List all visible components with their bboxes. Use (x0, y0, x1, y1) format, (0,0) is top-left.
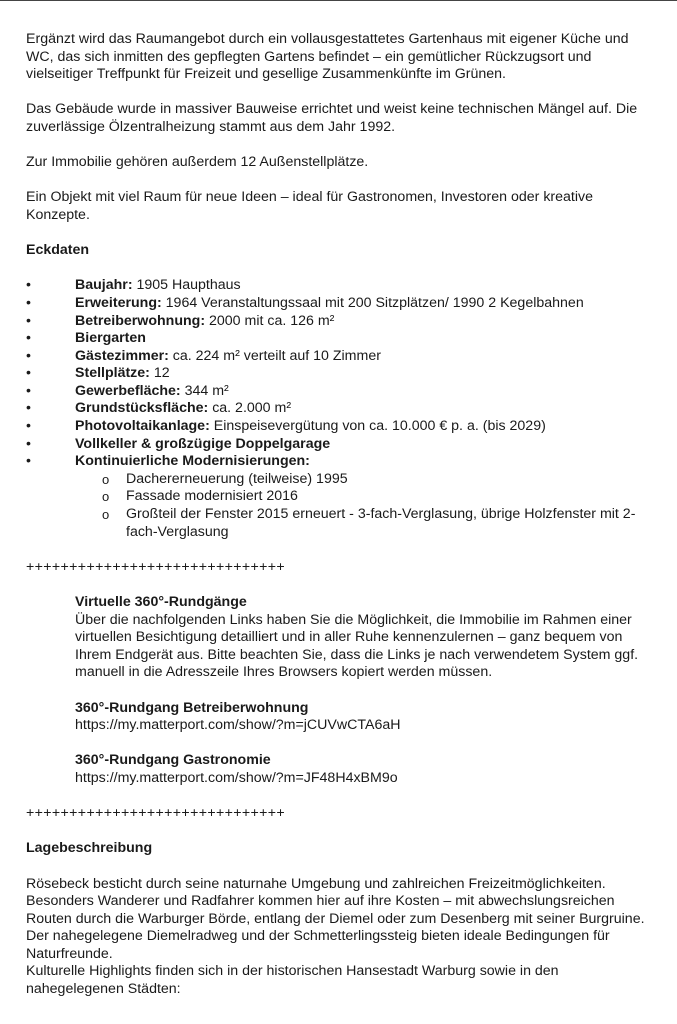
eckdaten-item (26, 400, 646, 418)
item-label: Biergarten (75, 330, 146, 347)
item-label: Vollkeller & großzügige Doppelgarage (75, 435, 331, 452)
item-value: 1964 Veranstaltungssaal mit 200 Sitzplätzen/ 1990 2 Kegelbahnen (161, 294, 584, 311)
eckdaten-item (26, 313, 646, 331)
lage-paragraph-2: Kulturelle Highlights finden sich in der historischen Hansestadt Warburg sowie in den nahegelegenen Städten: (26, 963, 559, 998)
eckdaten-item (26, 418, 646, 436)
item-label: Kontinuierliche Modernisierungen: (75, 453, 310, 470)
item-value: ca. 224 m² verteilt auf 10 Zimmer (168, 347, 381, 364)
eckdaten-item (26, 383, 646, 401)
rundgaenge-heading: Virtuelle 360°-Rundgänge (75, 594, 247, 610)
eckdaten-item (26, 330, 646, 348)
intro-paragraph-3: Zur Immobilie gehören außerdem 12 Außenstellplätze. (26, 154, 369, 171)
eckdaten-item (26, 436, 646, 454)
item-value: Einspeisevergütung von ca. 10.000 € p. a. (bis 2029) (209, 418, 546, 435)
document-body (26, 31, 646, 999)
intro-paragraph-1: Ergänzt wird das Raumangebot durch ein vollausgestattetes Gartenhaus mit eigener Küche und WC, das sich inmitten des gepflegten Gartens befindet – ein gemütlicher Rückzugsort und vielseitiger Treffpunkt für Freizeit und gesellige Zusammenkünfte im Grünen. (26, 31, 629, 83)
item-label: Grundstücksfläche: (75, 400, 209, 417)
lage-paragraph-1: Rösebeck besticht durch seine naturnahe Umgebung und zahlreichen Freizeitmöglichkeiten. Besonders Wanderer und Radfahrer kommen hier auf ihre Kosten – mit abwechslungsreichen Routen durch die Warburger Börde, entlang der Diemel oder zum Desenberg mit seiner Burgruine. Der nahegelegene Diemelradweg und der Schmetterlingssteig bieten ideale Bedingungen für Naturfreunde. (26, 875, 645, 962)
modernisierung-item: o Dachererneuerung (teilweise) 1995 (75, 471, 646, 489)
eckdaten-item (26, 295, 646, 313)
item-label: Photovoltaikanlage: (75, 418, 210, 435)
eckdaten-heading: Eckdaten (26, 242, 90, 259)
eckdaten-item (26, 277, 646, 295)
modernisierung-list (75, 471, 646, 541)
item-label: Gewerbefläche: (75, 382, 181, 399)
lage-heading: Lagebeschreibung (26, 840, 153, 857)
modernisierung-item: o Großteil der Fenster 2015 erneuert - 3-fach-Verglasung, übrige Holzfenster mit 2-fach-Verglasung (75, 506, 646, 541)
tour-1-link[interactable]: https://my.matterport.com/show/?m=jCUVwCTA6aH (75, 717, 401, 734)
item-label: Erweiterung: (75, 294, 162, 311)
item-label: Betreiberwohnung: (75, 312, 206, 329)
item-value: 344 m² (180, 382, 229, 399)
modernisierung-item: o Fassade modernisiert 2016 (75, 488, 646, 506)
item-value: 1905 Haupthaus (132, 277, 241, 294)
separator-line: ++++++++++++++++++++++++++++++ (26, 805, 286, 822)
intro-paragraph-2: Das Gebäude wurde in massiver Bauweise errichtet und weist keine technischen Mängel auf. Die zuverlässige Ölzentralheizung stammt aus dem Jahr 1992. (26, 101, 638, 135)
eckdaten-list (26, 277, 646, 541)
eckdaten-item (26, 348, 646, 366)
item-value: 12 (149, 365, 170, 382)
intro-paragraph-4: Ein Objekt mit viel Raum für neue Ideen – ideal für Gastronomen, Investoren oder kreative Konzepte. (26, 189, 594, 223)
tour-1-title: 360°-Rundgang Betreiberwohnung (75, 699, 309, 716)
item-value: 2000 mit ca. 126 m² (205, 312, 335, 329)
tour-2-link[interactable]: https://my.matterport.com/show/?m=JF48H4xBM9o (75, 769, 398, 786)
item-label: Gästezimmer: (75, 347, 169, 364)
item-label: Baujahr: (75, 277, 133, 294)
top-border (0, 0, 677, 1)
eckdaten-item (26, 453, 646, 541)
item-label: Stellplätze: (75, 365, 150, 382)
rundgaenge-section (26, 594, 646, 788)
separator-line: ++++++++++++++++++++++++++++++ (26, 558, 286, 575)
tour-2-title: 360°-Rundgang Gastronomie (75, 752, 271, 769)
item-value: ca. 2.000 m² (208, 400, 292, 417)
eckdaten-item (26, 365, 646, 383)
rundgaenge-text: Über die nachfolgenden Links haben Sie die Möglichkeit, die Immobilie im Rahmen einer virtuellen Besichtigung detailliert und in aller Ruhe kennenzulernen – ganz bequem von Ihrem Endgerät aus. Bitte beachten Sie, dass die Links je nach verwendetem System ggf. manuell in die Adresszeile Ihres Browsers kopiert werden müssen. (75, 611, 639, 681)
